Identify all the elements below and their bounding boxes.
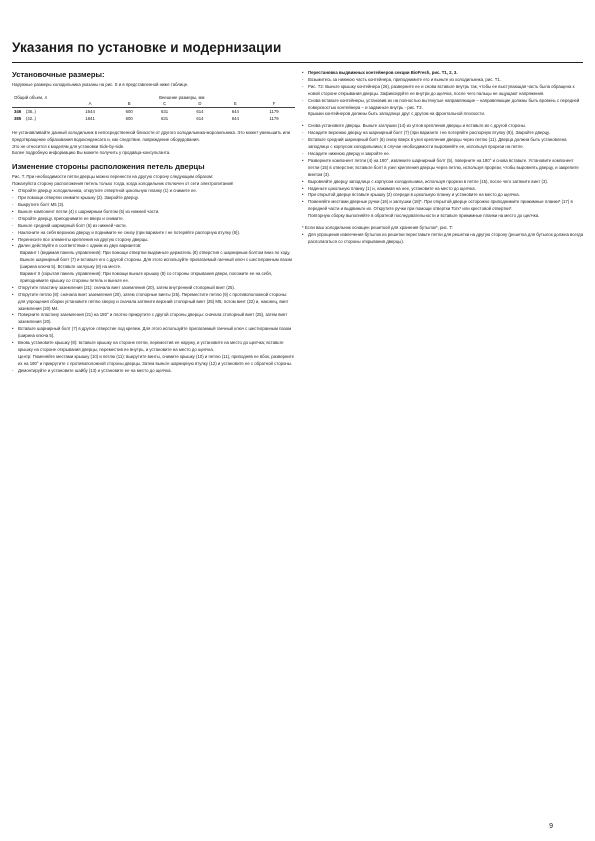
list-item: - Насадите верхнюю дверцу на шарнирный болт (7) (при варианте I не потеряйте распорную втулку (9)). Закройте дверцу. [302, 130, 550, 136]
page-title: Указания по установке и модернизации [12, 40, 282, 55]
list-item: - Вставьте средний шарнирный болт (6) снизу вверх в узел крепления дверцы через петлю (11). Дверца должна быть установлена заподлицо с корпусом холодильника; в случае необходимости выровняйте ее, используя прорези на петле. [302, 137, 567, 150]
table-letter: B [112, 101, 147, 108]
list-item: • Наденьте цокольную планку (1) и, нажимая на нее, установите на место до щелчка. [302, 185, 476, 191]
list-item: - Снова вставьте контейнеры, установив их на полностью вытянутые направляющие – направляющие должны быть вровень с передней поверхностью контейнера – и задвиньте внутрь - рис. T3. [302, 97, 580, 110]
door-intro-power: Пожалуйста сторону расположения петель только тогда, когда холодильник отключен от сети электропитания! [12, 181, 234, 187]
list-item: - Демонтируйте и установите шайбу (13) и установите ее на место до щелчка. [12, 367, 172, 373]
variant-2: Вариант II (скрытая панель управления): При помощи выньте крышку (8) со стороны открывания двери, положите ее на себя, приподнимите крышку со стороны петель и выньте ее. [20, 271, 272, 283]
list-item: • Перенесите все элементы крепления на другую сторону дверцы. [12, 236, 149, 242]
table-cell: 1644 [85, 109, 95, 115]
list-item: • Поверните пластину заземления (21) на 180° и плотно прикрутите с другой стороны дверцы: сначала стопорный винт (25), затем винт заземления (20). [12, 312, 288, 325]
list-item: - Наклоните на себя верхнюю дверцу и поднимите ее снизу (при варианте I не потеряйте распорную втулку (9)). [12, 229, 241, 235]
list-item: • Перестановка выдвижных контейнеров секции BioFresh, рис. T1, 2, 3. [302, 70, 458, 75]
list-item: - Насадите нижнюю дверцу и закройте ее. [302, 150, 390, 156]
model-number: 385 [14, 115, 22, 121]
footnote-intro: * Если ваш холодильник оснащен решеткой для хранения бутылок*, рис. T: [302, 225, 453, 231]
table-cell: 614 [196, 115, 204, 121]
list-item: • Разверните компонент петли (4) на 180°, извлеките шарнирный болт (5), поверните на 180° и снова вставьте. Установите компонент петли (15) в отверстие; вставьте болт в узел крепления дверцы через петлю, используя прорези, чтобы выровнять дверцу, и закрепите винтом (3). [302, 157, 579, 177]
table-cell: 644 [231, 115, 239, 121]
dimensions-table [12, 95, 295, 122]
dims-intro: Наружные размеры холодильника указаны на рис. S и в представленной ниже таблице. [12, 82, 189, 87]
page-header [12, 38, 583, 63]
right-column [302, 70, 584, 246]
table-cell: 631 [161, 115, 169, 121]
list-item: • Для упрощения извлечения бутылок из решетки переставьте петли для решетки на другую сторону (решетка для бутылок должна всегда располагаться со стороны открывания дверцы). [302, 231, 584, 244]
table-letter: C [147, 101, 182, 108]
list-item: • Вновь установите крышку (8): вставьте крышку на стороне петли, переместив ее наружу, и установите на место до щелчка; вставьте крышку на стороне открывания дверцы, переместив ее внутрь, и установите на место до щелчка. [12, 340, 284, 352]
list-item: - Откройте дверцу, приподнимите ее вверх и снимите. [12, 215, 124, 221]
list-item: - Выкрутите болт М5 (3). [12, 201, 65, 207]
list-item: Крышки контейнеров должны быть заподлицо друг с другом на фронтальной плоскости. [308, 111, 486, 117]
variant-1: Вариант I (видимая панель управления): При помощи отвертки выдвиньте держатель (8) отверстия с шарнирным болтом вниз по ходу. Выньте шарнирный болт (7) и вставьте его с другой стороны. Для этого используйте прилагаемый гаечный ключ с шестигранным пазом (ширина ключа 5). Вставьте заглушку (8) на месте. [20, 250, 292, 270]
list-item: • Выровняйте дверцу заподлицо с корпусом холодильника, используя прорези в петле (15), после чего затяните винт (3). [302, 178, 548, 184]
page-number: 9 [549, 823, 553, 830]
table-letter: E [218, 101, 253, 108]
list-item: - Выньте средний шарнирный болт (6) из нижней части. [12, 222, 127, 228]
table-cell: 644 [231, 109, 239, 115]
list-item: • Далее действуйте в соответствии с одним из двух вариантов: [12, 243, 142, 249]
table-cell: 600 [125, 109, 133, 115]
side-by-side-note: Это не относится к моделям для установки Side-by-side. [12, 143, 125, 149]
model-number: 346 [14, 109, 22, 115]
list-item: - При помощи отвертки снимите крышку (2). Закройте дверцу. [12, 195, 139, 201]
table-letter: A [69, 101, 112, 108]
list-item: • Вставьте шарнирный болт (7) в другое отверстие под крепеж. Для этого используйте прилагаемый гаечный ключ с шестигранным пазом (ширина ключа 5). [12, 326, 292, 339]
list-item: - Рис. T2: Выньте крышку контейнера (26), разверните ее и снова вставьте внутрь так, чтобы ее выступающая часть была обращена к новой стороне открывания дверцы. Зафиксируйте ее внутри до щелчка, после чего пальцы не ощущают напряжения. [302, 83, 575, 96]
table-cell: 614 [196, 109, 204, 115]
table-cell: 1179 [269, 109, 279, 115]
list-item: • Откройте дверцу холодильника, открутите отвертной цокольную планку (1) и снимите ее. [12, 188, 198, 194]
door-intro: Рис. T. При необходимости петли дверцы можно перенести на другую сторону следующим образом: [12, 174, 214, 180]
installation-warning: Не устанавливайте данный холодильник в непосредственной близости от другого холодильника-морозильника. Это может уменьшить или предотвращение образования водоконденсата и, как следствие, повреждение оборудования. [12, 129, 290, 142]
table-letter: D [182, 101, 217, 108]
more-info-note: Более подробную информацию Вы можете получить у продавца-консультанта. [12, 150, 171, 156]
table-group-header: Внешние размеры, мм [159, 94, 205, 100]
table-col1-header: Общий объем, л [14, 94, 47, 100]
list-item: • Поменяйте местами дверные ручки (16) и заглушки (18)*. При открытой дверце осторожно приподнимите прижимные планки* (17) в передней части и выдвиньте их. Открутите ручки при помощи отвертки Torx* или крестовой отвертки*. [302, 199, 573, 212]
model-volume: (35..) [25, 109, 36, 115]
model-volume: (42..) [25, 115, 36, 121]
left-column [12, 70, 295, 375]
table-cell: 600 [125, 115, 133, 121]
list-item: • Выньте компонент петли (4) с шарнирным болтом (5) из нижней части. [12, 208, 160, 214]
list-item: - Возьмитесь за нижнюю часть контейнера, приподнимите его и выньте из холодильника, рис. T1. [302, 76, 501, 82]
table-row [12, 108, 295, 116]
list-item: • При открытой дверце вставьте крышку (2) спереди в цокольную планку и установите на место до щелчка. [302, 192, 520, 198]
door-heading: Изменение стороны расположения петель дверцы [12, 162, 205, 172]
list-item: • Открутите петлю (8): сначала винт заземления (20), затем стопорные винты (25). Переместите петлю (9) с противоположной стороны: для упрощения сборки установите петлю сверху и сначала затяните верхний стопорный винт (25) М5, потом винт (22) и, наконец, винт заземления (20) М4. [12, 291, 289, 311]
list-item: • Открутите пластину заземления (21): сначала винт заземления (20), затем внутренний стопорный винт (25). [12, 284, 236, 290]
list-item: Повторную сборку выполняйте в обратной последовательности и вставьте прижимные планки на место до щелчка. [308, 213, 540, 219]
table-cell: 631 [161, 109, 169, 115]
dims-heading: Установочные размеры: [12, 70, 105, 79]
table-row [12, 116, 295, 122]
table-letter: F [253, 101, 295, 108]
list-item: • Снова установите дверцы. Выньте заглушки (14) из углов крепления дверцы и вставьте их с другой стороны. [302, 123, 527, 129]
list-item: Центр: Поменяйте местами крышку (10) и петлю (11): выкрутите винты, снимите крышку (10) и петлю (11), приподняв ее вбок, разверните их на 180° и прикрутите с противоположной стороны дверцы. Затем выньте шарнирную втулку (12) и установите ее с обратной стороны. [18, 353, 295, 366]
table-cell: 1841 [85, 115, 95, 121]
table-cell: 1179 [269, 115, 279, 121]
